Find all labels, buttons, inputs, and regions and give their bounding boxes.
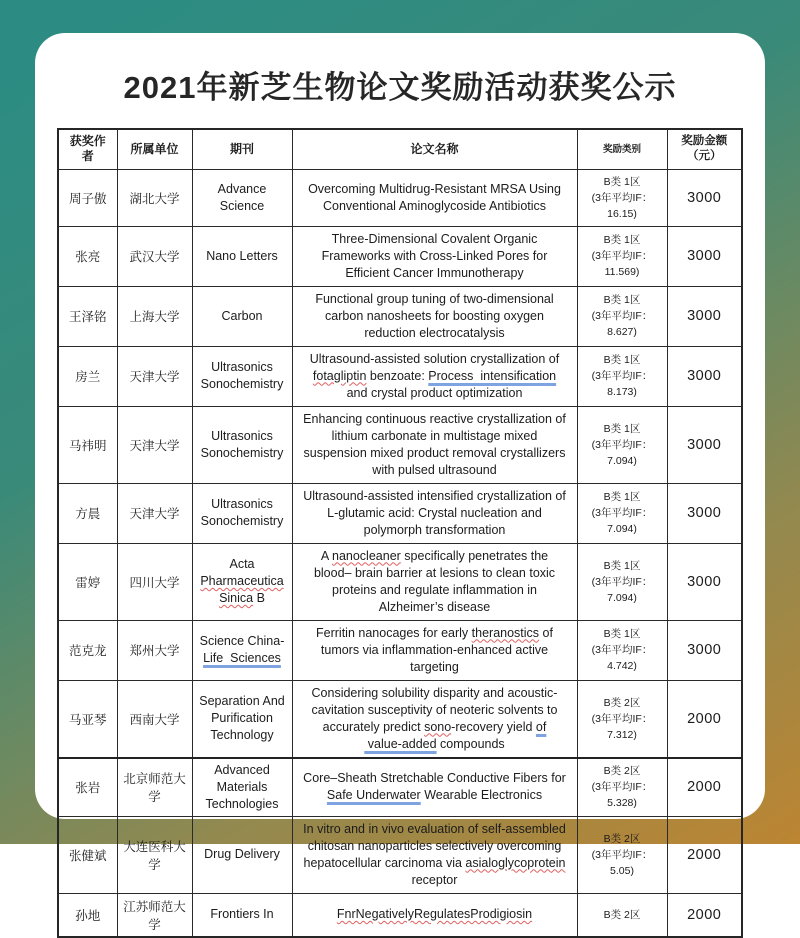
- award-amount-cell: 3000: [667, 226, 742, 286]
- journal-cell: [192, 543, 292, 620]
- author-cell: 马祎明: [58, 406, 117, 483]
- award-category-cell: [577, 406, 667, 483]
- award-category-cell: [577, 758, 667, 817]
- paper-title-cell: [292, 758, 577, 817]
- paper-title-cell: [292, 406, 577, 483]
- text-segment: specifically penetrates the blood– brain barrier at lesions to clean toxic proteins and regulate inflammation in Alzheimer’s disease: [313, 548, 556, 614]
- award-amount-cell: 3000: [667, 346, 742, 406]
- award-amount-cell: 3000: [667, 286, 742, 346]
- column-header-journal: 期刊: [192, 129, 292, 169]
- text-segment: benzoate:: [366, 368, 429, 383]
- text-segment: compounds: [436, 736, 505, 751]
- journal-cell: [192, 816, 292, 893]
- column-header-amount: 奖励金额（元）: [667, 129, 742, 169]
- text-segment: receptor: [411, 872, 458, 887]
- unit-cell: 北京师范大学: [117, 758, 192, 817]
- author-cell: 张亮: [58, 226, 117, 286]
- category-line: B类 1区: [603, 559, 641, 572]
- text-segment: Ultrasound-assisted intensified crystallization of L-glutamic acid: Crystal nucleation and polymorph transformation: [303, 488, 566, 537]
- text-segment: Drug Delivery: [204, 847, 280, 861]
- author-cell: 马亚琴: [58, 680, 117, 758]
- column-header-unit: 所属单位: [117, 129, 192, 169]
- table-row: [58, 758, 742, 817]
- category-line: 11.569): [604, 266, 640, 278]
- text-segment: Advance Science: [217, 181, 267, 213]
- text-segment: -recovery yield: [451, 719, 536, 734]
- table-row: [58, 483, 742, 543]
- text-segment: Separation And Purification Technology: [199, 694, 285, 742]
- spellcheck-underlined-text: theranostics: [471, 625, 540, 640]
- table-row: [58, 543, 742, 620]
- category-line: B类 2区: [603, 765, 641, 777]
- text-segment: and crystal product optimization: [346, 385, 523, 400]
- unit-cell: 西南大学: [117, 680, 192, 758]
- table-row: [58, 226, 742, 286]
- table-row: [58, 169, 742, 226]
- author-cell: 张健斌: [58, 816, 117, 893]
- table-header-row: [58, 129, 742, 169]
- category-line: B类 2区: [603, 696, 641, 709]
- text-segment: Overcoming Multidrug-Resistant MRSA Using Conventional Aminoglycoside Antibiotics: [308, 181, 561, 213]
- spellcheck-underlined-text: Sinica: [219, 591, 254, 605]
- unit-cell: 大连医科大学: [117, 816, 192, 893]
- text-segment: Nano Letters: [206, 248, 278, 263]
- award-amount-cell: 3000: [667, 483, 742, 543]
- unit-cell: 天津大学: [117, 406, 192, 483]
- text-segment: B: [253, 591, 265, 605]
- category-line: B类 1区: [603, 294, 641, 306]
- spellcheck-underlined-text: sono: [424, 719, 452, 734]
- unit-cell: 郑州大学: [117, 620, 192, 680]
- paper-title-cell: [292, 169, 577, 226]
- table-row: [58, 816, 742, 893]
- author-cell: 范克龙: [58, 620, 117, 680]
- text-segment: Frontiers In: [210, 907, 274, 921]
- category-line: B类 1区: [603, 628, 641, 640]
- journal-cell: [192, 406, 292, 483]
- category-line: (3年平均IF： 5.05): [591, 848, 653, 877]
- journal-cell: [192, 346, 292, 406]
- category-line: B类 1区: [603, 234, 641, 246]
- awards-table: [57, 128, 743, 938]
- paper-title-cell: [292, 346, 577, 406]
- paper-title-cell: [292, 893, 577, 937]
- category-line: (3年平均IF：7.094): [591, 507, 653, 535]
- text-segment: A: [320, 548, 332, 563]
- unit-cell: 武汉大学: [117, 226, 192, 286]
- award-amount-cell: 2000: [667, 680, 742, 758]
- category-line: (3年平均IF：: [591, 250, 653, 262]
- text-segment: In vitro and in vivo evaluation of self-assembled chitosan nanoparticles selectively overcoming hepatocellular carcinoma via: [303, 821, 566, 870]
- text-segment: Wearable Electronics: [420, 788, 543, 802]
- award-amount-cell: 2000: [667, 893, 742, 937]
- award-category-cell: [577, 346, 667, 406]
- category-line: (3年平均IF：5.328): [591, 781, 653, 809]
- award-amount-cell: 2000: [667, 816, 742, 893]
- author-cell: 房兰: [58, 346, 117, 406]
- grammar-underlined-text: Life Sciences: [203, 651, 281, 665]
- spellcheck-underlined-text: fotagliptin: [312, 368, 367, 383]
- unit-cell: 江苏师范大学: [117, 893, 192, 937]
- journal-cell: [192, 483, 292, 543]
- category-line: B类 1区: [603, 175, 641, 188]
- text-segment: Ferritin nanocages for early: [316, 625, 472, 640]
- award-category-cell: [577, 620, 667, 680]
- grammar-underlined-text: Safe Underwater: [326, 788, 421, 802]
- paper-title-cell: [292, 816, 577, 893]
- text-segment: Three-Dimensional Covalent Organic Frameworks with Cross-Linked Pores for Efficient Cancer Immunotherapy: [321, 231, 548, 280]
- author-cell: 张岩: [58, 758, 117, 817]
- journal-cell: [192, 226, 292, 286]
- grammar-underlined-text: Process intensification: [428, 368, 557, 383]
- category-line: B类 2区: [603, 908, 641, 921]
- author-cell: 王泽铭: [58, 286, 117, 346]
- column-header-paper: 论文名称: [292, 129, 577, 169]
- category-line: (3年平均IF：7.094): [591, 575, 653, 604]
- page-title: 2021年新芝生物论文奖励活动获奖公示: [123, 70, 677, 105]
- text-segment: Ultrasonics Sonochemistry: [200, 360, 284, 391]
- award-category-cell: [577, 816, 667, 893]
- announcement-card: [35, 33, 765, 932]
- award-category-cell: [577, 169, 667, 226]
- award-amount-cell: 3000: [667, 169, 742, 226]
- text-segment: of tumors via inflammation-enhanced active targeting: [320, 625, 553, 674]
- category-line: (3年平均IF：7.094): [591, 438, 653, 467]
- author-cell: 雷婷: [58, 543, 117, 620]
- grammar-underlined-text: of value-added: [364, 719, 547, 751]
- journal-cell: [192, 169, 292, 226]
- paper-title-cell: [292, 680, 577, 758]
- category-line: (3年平均IF：8.627): [591, 310, 653, 338]
- journal-cell: [192, 893, 292, 937]
- category-line: (3年平均IF：4.742): [591, 644, 653, 672]
- spellcheck-underlined-text: Pharmaceutica: [200, 574, 284, 588]
- text-segment: Ultrasound-assisted solution crystallization of: [309, 351, 560, 366]
- table-row: [58, 346, 742, 406]
- text-segment: Advanced Materials Technologies: [205, 762, 279, 811]
- unit-cell: 天津大学: [117, 483, 192, 543]
- unit-cell: 上海大学: [117, 286, 192, 346]
- category-line: (3年平均IF：16.15): [591, 191, 653, 220]
- paper-title-cell: [292, 483, 577, 543]
- text-segment: Acta: [229, 557, 255, 571]
- journal-cell: [192, 680, 292, 758]
- spellcheck-underlined-text: FnrNegativelyRegulatesProdigiosin: [336, 907, 533, 921]
- category-line: B类 1区: [603, 422, 641, 435]
- text-segment: Ultrasonics Sonochemistry: [200, 428, 284, 460]
- unit-cell: 湖北大学: [117, 169, 192, 226]
- award-amount-cell: 3000: [667, 543, 742, 620]
- award-category-cell: [577, 286, 667, 346]
- journal-cell: [192, 286, 292, 346]
- award-category-cell: [577, 226, 667, 286]
- text-segment: Considering solubility disparity and acoustic-cavitation susceptivity of neoteric solvents to accurately predict: [311, 685, 558, 734]
- category-line: B类 1区: [603, 491, 641, 503]
- author-cell: 周子傲: [58, 169, 117, 226]
- category-line: (3年平均IF：8.173): [591, 370, 653, 398]
- paper-title-cell: [292, 226, 577, 286]
- paper-title-cell: [292, 286, 577, 346]
- award-amount-cell: 3000: [667, 406, 742, 483]
- table-row: [58, 406, 742, 483]
- award-category-cell: [577, 483, 667, 543]
- column-header-author: 获奖作者: [58, 129, 117, 169]
- award-amount-cell: 2000: [667, 758, 742, 817]
- unit-cell: 四川大学: [117, 543, 192, 620]
- journal-cell: [192, 758, 292, 817]
- text-segment: Science China-: [199, 634, 285, 648]
- paper-title-cell: [292, 620, 577, 680]
- category-line: B类 2区: [603, 832, 641, 845]
- text-segment: Ultrasonics Sonochemistry: [200, 497, 284, 528]
- award-amount-cell: 3000: [667, 620, 742, 680]
- spellcheck-underlined-text: asialoglycoprotein: [465, 855, 566, 870]
- award-category-cell: [577, 893, 667, 937]
- spellcheck-underlined-text: nanocleaner: [332, 548, 401, 563]
- award-category-cell: [577, 680, 667, 758]
- text-segment: Functional group tuning of two-dimensional carbon nanosheets for boosting oxygen reduction electrocatalysis: [315, 291, 554, 340]
- text-segment: Core–Sheath Stretchable Conductive Fibers for: [303, 771, 566, 785]
- text-segment: Carbon: [221, 308, 263, 323]
- award-category-cell: [577, 543, 667, 620]
- category-line: B类 1区: [603, 354, 641, 366]
- table-row: [58, 620, 742, 680]
- unit-cell: 天津大学: [117, 346, 192, 406]
- table-row: [58, 893, 742, 937]
- table-row: [58, 286, 742, 346]
- author-cell: 方晨: [58, 483, 117, 543]
- author-cell: 孙地: [58, 893, 117, 937]
- category-line: (3年平均IF：7.312): [591, 712, 653, 741]
- table-row: [58, 680, 742, 758]
- journal-cell: [192, 620, 292, 680]
- paper-title-cell: [292, 543, 577, 620]
- column-header-category: 奖励类别: [577, 129, 667, 169]
- text-segment: Enhancing continuous reactive crystallization of lithium carbonate in multistage mixed suspension mixed product removal crystallizers with pulsed ultrasound: [303, 411, 566, 477]
